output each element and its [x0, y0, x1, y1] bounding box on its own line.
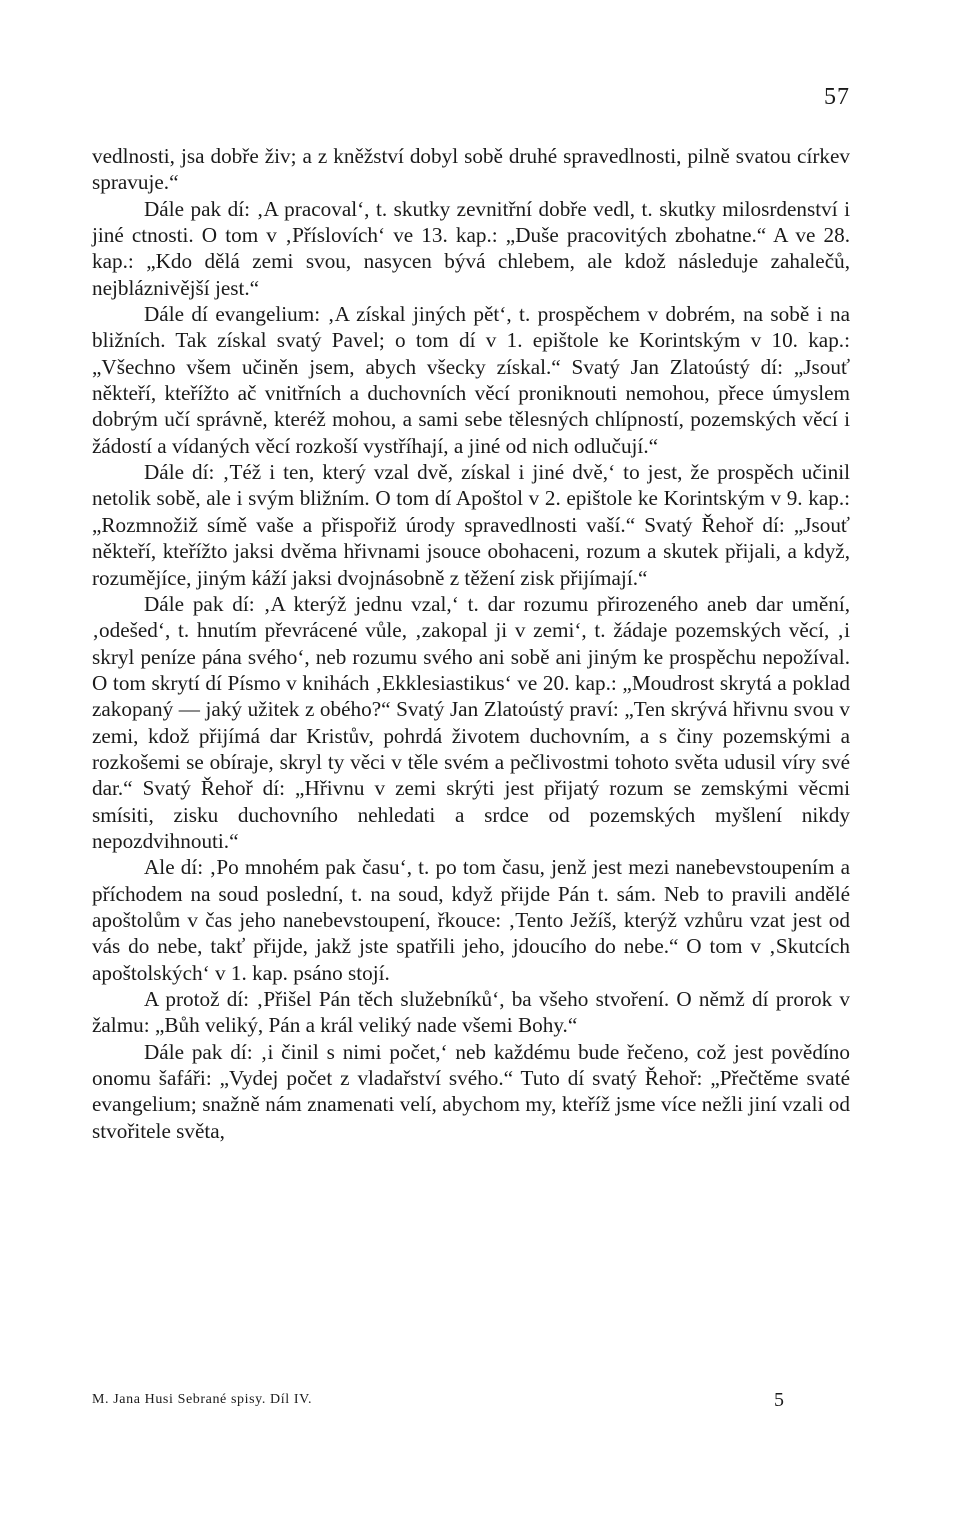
paragraph: Dále dí evangelium: ‚A získal jiných pět‘, t. prospěchem v dobrém, na sobě i na bližních. Tak získal svatý Pavel; o tom dí v 1. epištole ke Korintským v 10. kap.: „Všechno všem učiněn jsem, abych všecky získal.“ Svatý Jan Zlatoústý dí: „Jsouť někteří, kteřížto ač vnitřních a duchovních věcí proniknouti nemohou, přece úmyslem dobrým učí správně, kteréž mohou, a sami sebe tělesných chlípností, pozemských věcí i žádostí a vídaných věcí rozkoší vystříhají, a jiné od nich odlučují.“ — [92, 302, 850, 458]
paragraph: Dále pak dí: ‚i činil s nimi počet,‘ neb každému bude řečeno, což jest povědíno onomu šafáři: „Vydej počet z vladařství svého.“ Tuto dí svatý Řehoř: „Přečtěme svaté evangelium; snažně nám znamenati velí, abychom my, kteříž jsme více nežli jiní vzali od stvořitele světa, — [92, 1039, 850, 1143]
paragraph: Dále dí: ‚Též i ten, který vzal dvě, získal i jiné dvě,‘ to jest, že prospěch učinil netolik sobě, ale i svým bližním. O tom dí Apoštol v 2. epištole ke Korintským v 9. kap.: „Rozmnožiž símě vaše a přispořiž úrody spravedlnosti vaší.“ Svatý Řehoř dí: „Jsouť někteří, kteřížto jaksi dvěma hřivnami jsouce obohaceni, rozum a skutek přijali, a když, rozumějíce, jiným káží jaksi dvojnásobně z těžení zisk přijímají.“ — [92, 460, 850, 590]
paragraph: vedlnosti, jsa dobře živ; a z kněžství dobyl sobě druhé spravedlnosti, pilně svatou církev spravuje.“ — [92, 144, 850, 195]
footer-note: M. Jana Husi Sebrané spisy. Díl IV. — [92, 1392, 313, 1407]
body-text — [92, 143, 850, 1144]
paragraph: A protož dí: ‚Přišel Pán těch služebníků‘, ba všeho stvoření. O němž dí prorok v žalmu: „Bůh veliký, Pán a král veliký nade všemi Bohy.“ — [92, 987, 850, 1038]
signature-mark: 5 — [774, 1389, 784, 1411]
paragraph: Dále pak dí: ‚A pracoval‘, t. skutky zevnitřní dobře vedl, t. skutky milosrdenství i jiné ctnosti. O tom v ‚Příslovích‘ ve 13. kap.: „Duše pracovitých zbohatne.“ A ve 28. kap.: „Kdo dělá zemi svou, nasycen bývá chlebem, ale kdož následuje zahalečů, nejbláznivější jest.“ — [92, 196, 850, 300]
paragraph: Ale dí: ‚Po mnohém pak času‘, t. po tom času, jenž jest mezi nanebevstoupením a příchodem na soud poslední, t. na soud, když přijde Pán t. sám. Neb to pravili andělé apoštolům v čas jeho nanebevstoupení, řkouce: ‚Tento Ježíš, kterýž vzhůru vzat jest od vás do nebe, takť přijde, jakž jste spatřili jeho, jdoucího do nebe.“ O tom v ‚Skutcích apoštolských‘ v 1. kap. psáno stojí. — [92, 855, 850, 985]
paragraph: Dále pak dí: ‚A kterýž jednu vzal,‘ t. dar rozumu přirozeného aneb dar umění, ‚odešed‘, t. hnutím převrácené vůle, ‚zakopal ji v zemi‘, t. žádaje pozemských věcí, ‚i skryl peníze pána svého‘, neb rozumu svého ani sobě ani jiným ke prospěchu nepožíval. O tom skrytí dí Písmo v knihách ‚Ekklesiastikus‘ ve 20. kap.: „Moudrost skrytá a poklad zakopaný — jaký užitek z obého?“ Svatý Jan Zlatoústý praví: „Ten skrývá hřivnu svou v zemi, kdož přijímá dar Kristův, pohrdá životem duchovním, a s činy pozemskými a rozkošemi se obíraje, skryl ty věci v těle svém a pečlivostmi tohoto světa udusil víry své dar.“ Svatý Řehoř dí: „Hřivnu v zemi skrýti jest přijatý rozum se zemskými věcmi smísiti, zisku duchovního nehledati a srdce od pozemských myšlení nikdy nepozdvihnouti.“ — [92, 591, 850, 853]
page-number: 57 — [824, 84, 850, 110]
